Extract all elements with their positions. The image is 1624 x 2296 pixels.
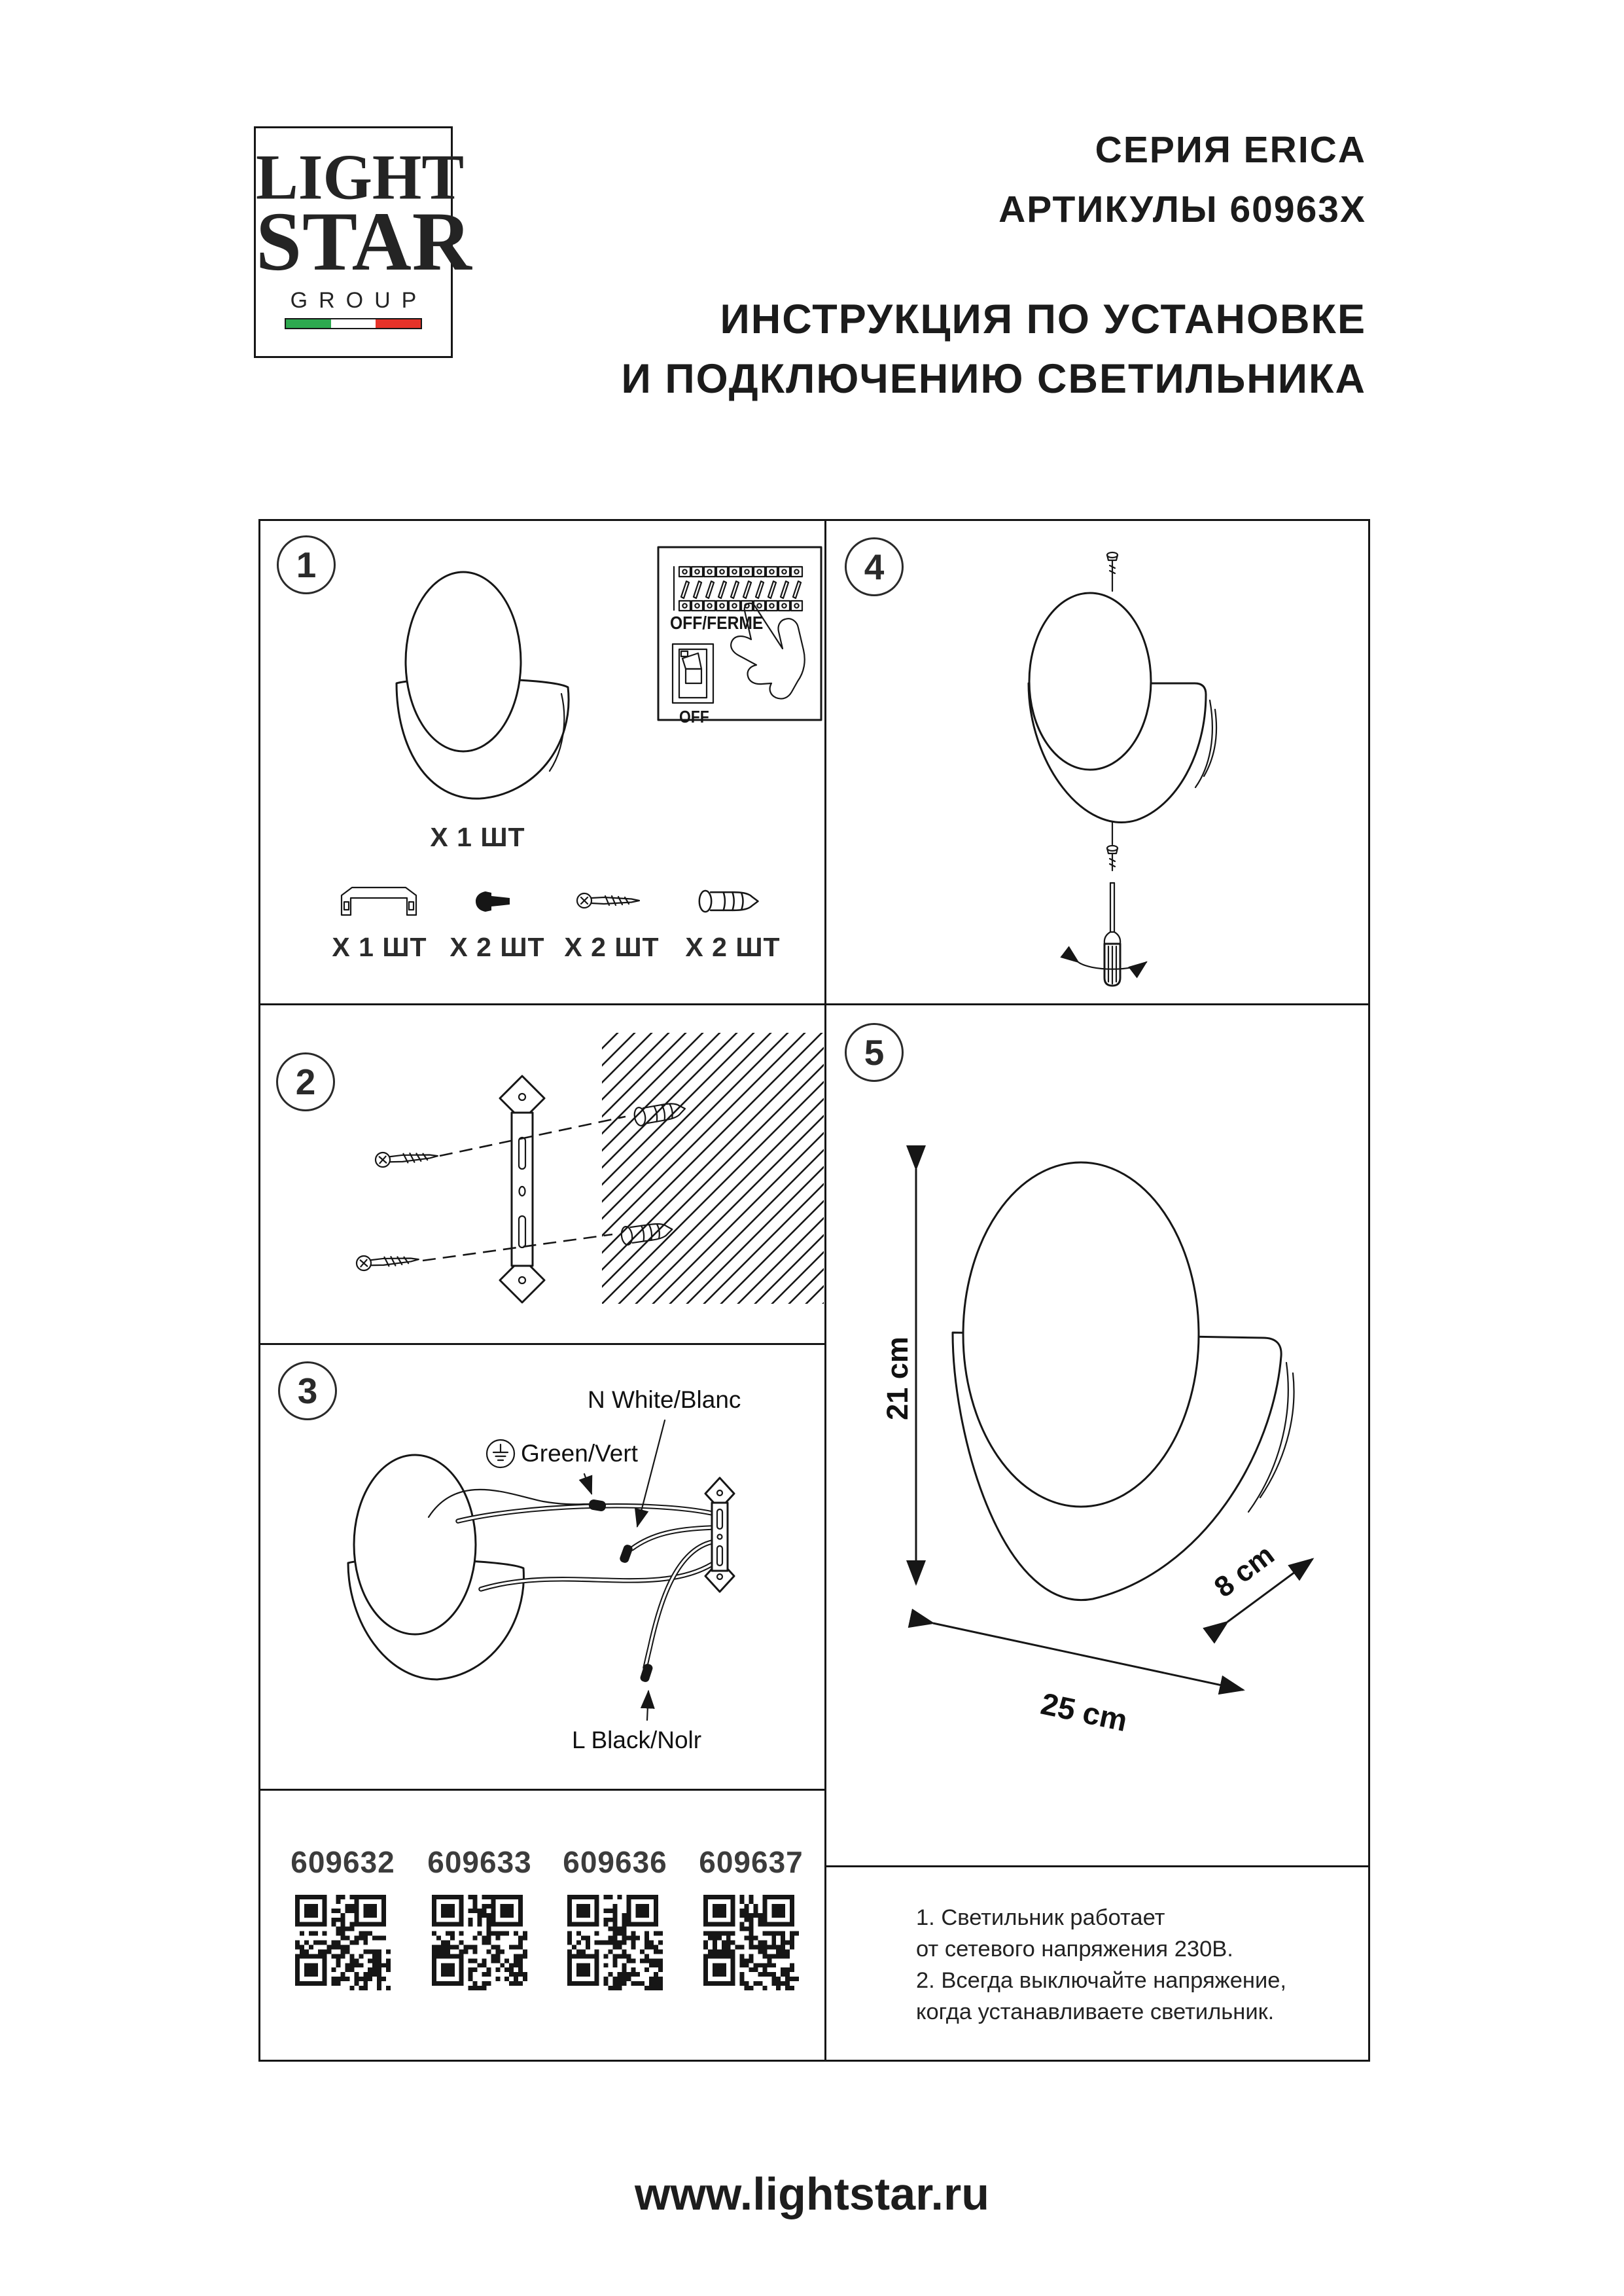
instruction-title-line2: И ПОДКЛЮЧЕНИЮ СВЕТИЛЬНИКА bbox=[621, 356, 1366, 402]
qr-code-icon bbox=[432, 1895, 527, 1990]
lamp-qty-label: X 1 ШТ bbox=[430, 822, 525, 852]
depth-dimension-label: 8 cm bbox=[1208, 1538, 1280, 1604]
note-line: когда устанавливаете светильник. bbox=[916, 2000, 1275, 2024]
step-3-badge: 3 bbox=[278, 1361, 337, 1420]
part-qty-label: X 1 ШТ bbox=[332, 932, 427, 962]
ground-wire-label: Green/Vert bbox=[521, 1440, 638, 1467]
step-1-badge: 1 bbox=[277, 535, 336, 594]
screw-top-icon bbox=[1107, 552, 1118, 591]
breaker-off-label: OFF/FERME bbox=[670, 613, 764, 633]
step-4-badge: 4 bbox=[845, 537, 904, 596]
assembly-drawing bbox=[1029, 552, 1216, 986]
article-code-label: 609632 bbox=[291, 1845, 395, 1879]
logo-word-group: GROUP bbox=[290, 288, 428, 313]
switch-off-label: OFF bbox=[679, 707, 709, 726]
qr-code-icon bbox=[567, 1895, 663, 1990]
instruction-title-line1: ИНСТРУКЦИЯ ПО УСТАНОВКЕ bbox=[720, 296, 1366, 342]
dimensions-drawing bbox=[916, 1162, 1313, 1690]
short-screw-icon bbox=[476, 891, 510, 912]
line-wire-label: L Black/Nolr bbox=[572, 1727, 702, 1753]
note-line: от сетевого напряжения 230В. bbox=[916, 1937, 1233, 1962]
website-url: www.lightstar.ru bbox=[635, 2168, 989, 2219]
screw-bottom-icon bbox=[1107, 822, 1118, 870]
long-screw-icon bbox=[577, 893, 639, 908]
note-line: 1. Светильник работает bbox=[916, 1905, 1165, 1930]
part-qty-label: X 2 ШТ bbox=[685, 932, 781, 962]
wall-bracket-small bbox=[705, 1478, 734, 1592]
qr-code-icon bbox=[703, 1895, 799, 1990]
width-dimension-label: 25 cm bbox=[1038, 1685, 1131, 1738]
part-qty-label: X 2 ШТ bbox=[564, 932, 660, 962]
logo-word-star: STAR bbox=[256, 195, 472, 289]
safety-notes bbox=[916, 1902, 1286, 2028]
part-qty-label: X 2 ШТ bbox=[450, 932, 545, 962]
articles-title: АРТИКУЛЫ 60963X bbox=[998, 188, 1366, 230]
qr-code-icon bbox=[295, 1895, 391, 1990]
step-2-badge: 2 bbox=[276, 1052, 335, 1111]
step-5-badge: 5 bbox=[845, 1023, 904, 1082]
mounting-bracket-icon bbox=[342, 888, 416, 915]
screwdriver-icon bbox=[1078, 883, 1146, 986]
bracket-drawing bbox=[500, 1076, 544, 1302]
wall-plug-icon bbox=[699, 891, 758, 912]
series-title: СЕРИЯ ERICA bbox=[1095, 129, 1366, 171]
breaker-inset-drawing bbox=[658, 547, 821, 720]
neutral-wire-label: N White/Blanc bbox=[588, 1386, 741, 1413]
wall-hatch-drawing bbox=[602, 1033, 824, 1304]
article-code-label: 609633 bbox=[427, 1845, 532, 1879]
height-dimension-label: 21 cm bbox=[881, 1336, 914, 1420]
ground-symbol-icon bbox=[487, 1440, 514, 1467]
article-code-label: 609637 bbox=[699, 1845, 803, 1879]
note-line: 2. Всегда выключайте напряжение, bbox=[916, 1968, 1286, 1993]
logo-word-light: LIGHT bbox=[256, 141, 465, 213]
lamp-front-drawing bbox=[397, 572, 569, 798]
article-code-label: 609636 bbox=[563, 1845, 667, 1879]
